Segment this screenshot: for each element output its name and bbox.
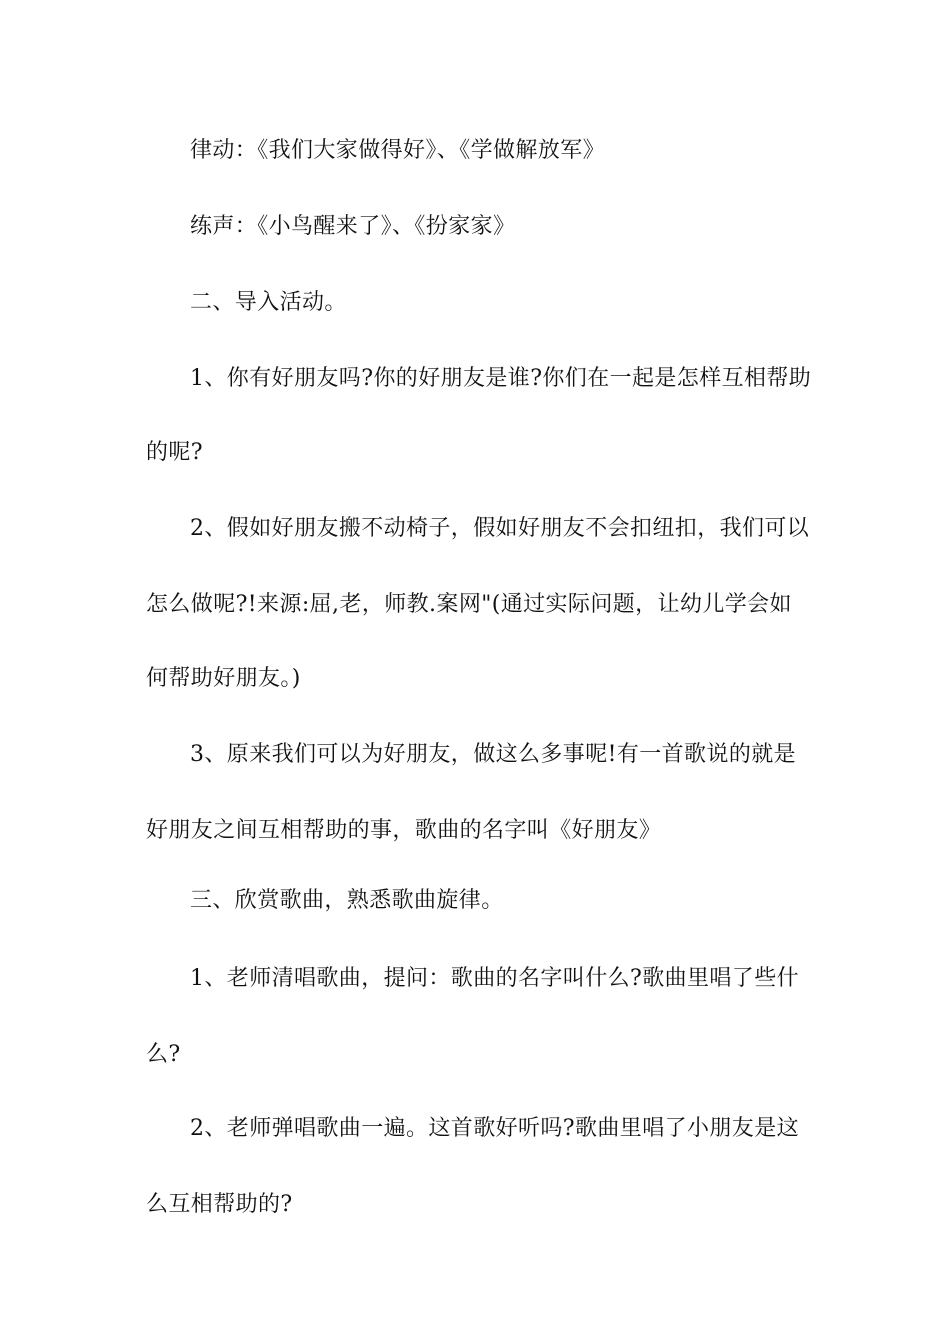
section-heading-intro: 二、导入活动。 [190, 290, 347, 315]
paragraph-line: 2、老师弹唱歌曲一遍。这首歌好听吗?歌曲里唱了小朋友是这 [190, 1116, 799, 1141]
paragraph-line: 1、老师清唱歌曲，提问：歌曲的名字叫什么?歌曲里唱了些什 [190, 966, 799, 991]
paragraph-line: 1、你有好朋友吗?你的好朋友是谁?你们在一起是怎样互相帮助 [190, 366, 812, 391]
text-line-rhythm: 律动：《我们大家做得好》、《学做解放军》 [190, 138, 606, 163]
section-heading-appreciation: 三、欣赏歌曲，熟悉歌曲旋律。 [190, 888, 504, 913]
paragraph-line: 2、假如好朋友搬不动椅子，假如好朋友不会扣纽扣，我们可以 [190, 516, 810, 541]
paragraph-line: 怎么做呢?!来源:屈,老，师教.案网"(通过实际问题，让幼儿学会如 [146, 592, 792, 617]
paragraph-line: 何帮助好朋友。) [146, 666, 301, 691]
paragraph-line: 3、原来我们可以为好朋友，做这么多事呢!有一首歌说的就是 [190, 742, 797, 767]
paragraph-line: 么? [146, 1042, 181, 1067]
text-line-vocal-practice: 练声：《小鸟醒来了》、《扮家家》 [190, 214, 516, 239]
paragraph-line: 么互相帮助的? [146, 1192, 293, 1217]
paragraph-line: 好朋友之间互相帮助的事，歌曲的名字叫《好朋友》 [146, 818, 662, 843]
paragraph-line: 的呢? [146, 440, 203, 465]
